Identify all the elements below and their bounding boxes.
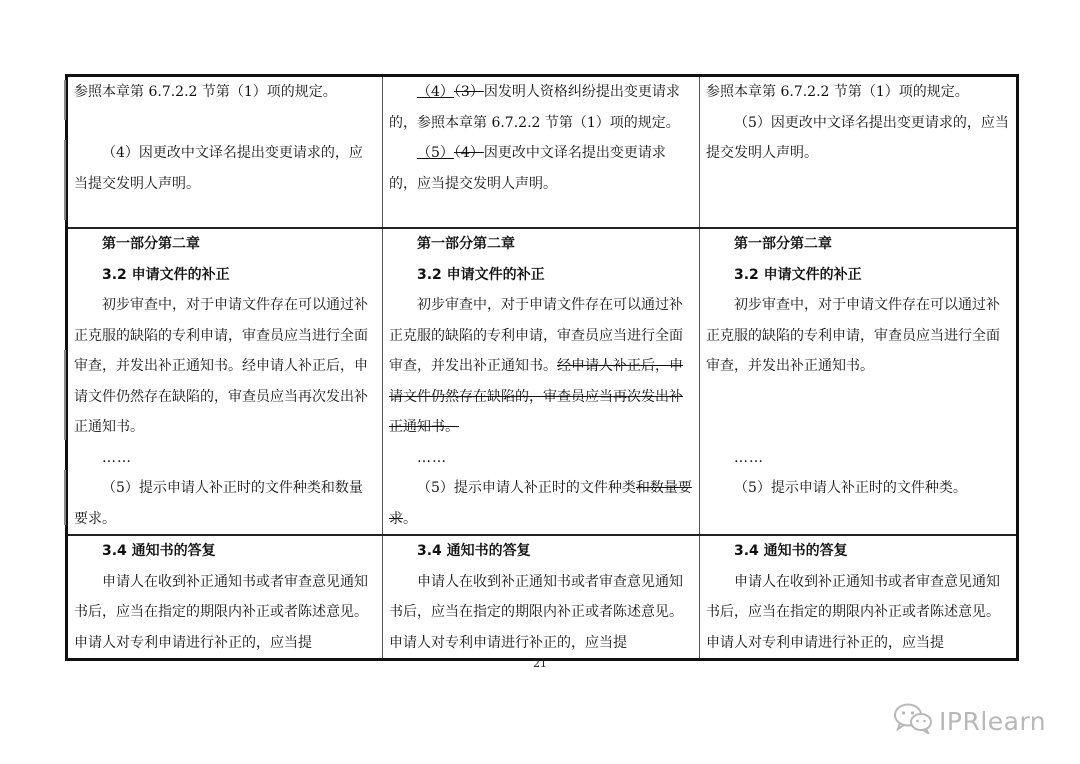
text-line: 参照本章第 6.7.2.2 节第（1）项的规定。	[74, 84, 337, 100]
change-bar	[64, 140, 66, 220]
inserted-text: （4）	[417, 84, 454, 100]
text-run: （5）提示申请人补正时的文件种类	[417, 480, 636, 496]
deleted-text: 和数量要求	[389, 480, 692, 527]
cell-markup	[383, 228, 700, 535]
table-row	[67, 76, 1018, 229]
section-heading: 3.4 通知书的答复	[734, 543, 848, 559]
wechat-icon	[893, 702, 933, 740]
deleted-text: 经申请人补正后，申请文件仍然存在缺陷的，审查员应当再次发出补正通知书。	[389, 358, 683, 435]
paragraph: （5）提示申请人补正时的文件种类。	[734, 480, 967, 496]
table-row	[67, 535, 1018, 660]
section-heading: 3.4 通知书的答复	[102, 543, 216, 559]
text-run: 初步审查中，对于申请文件存在可以通过补正克服的缺陷的专利申请，审查员应当进行全面审查，并发出补正通知书。	[389, 297, 683, 374]
cell-revised	[700, 76, 1018, 229]
change-bar	[64, 470, 66, 525]
cell-original	[67, 228, 383, 535]
paragraph: 申请人在收到补正通知书或者审查意见通知书后，应当在指定的期限内补正或者陈述意见。申请人对专利申请进行补正的，应当提	[74, 573, 368, 651]
ellipsis: ……	[734, 449, 764, 466]
paragraph: 初步审查中，对于申请文件存在可以通过补正克服的缺陷的专利申请，审查员应当进行全面审查，并发出补正通知书。经申请人补正后，申请文件仍然存在缺陷的，审查员应当再次发出补正通知书。	[74, 297, 368, 435]
paragraph: 申请人在收到补正通知书或者审查意见通知书后，应当在指定的期限内补正或者陈述意见。申请人对专利申请进行补正的，应当提	[706, 573, 1000, 651]
text-run: 。	[403, 510, 417, 527]
cell-revised	[700, 535, 1018, 660]
text-line: 参照本章第 6.7.2.2 节第（1）项的规定。	[706, 84, 969, 100]
change-bar	[64, 80, 66, 120]
paragraph	[389, 77, 693, 138]
chapter-heading: 第一部分第二章	[102, 236, 200, 252]
ellipsis: ……	[417, 449, 447, 466]
section-heading: 3.2 申请文件的补正	[417, 266, 545, 283]
section-heading: 3.2 申请文件的补正	[734, 266, 862, 283]
section-heading: 3.4 通知书的答复	[417, 543, 531, 559]
cell-original	[67, 535, 383, 660]
comparison-table	[65, 74, 1019, 661]
page-number: 21	[533, 657, 547, 670]
paragraph: （5）因更改中文译名提出变更请求的，应当提交发明人声明。	[706, 114, 1009, 161]
paragraph: （5）提示申请人补正时的文件种类和数量要求。	[74, 480, 363, 527]
paragraph: 初步审查中，对于申请文件存在可以通过补正克服的缺陷的专利申请，审查员应当进行全面审查，并发出补正通知书。	[706, 297, 1000, 374]
section-heading: 3.2 申请文件的补正	[102, 266, 230, 283]
text-run: 因更改中文译名提出变更请求的，应当提交发明人声明。	[389, 145, 666, 192]
paragraph	[389, 290, 693, 443]
deleted-text: （4）	[453, 145, 484, 161]
paragraph: （4）因更改中文译名提出变更请求的，应当提交发明人声明。	[74, 145, 363, 192]
cell-markup	[383, 535, 700, 660]
table-row	[67, 228, 1018, 535]
deleted-text: （3）	[453, 84, 484, 100]
inserted-text: （5）	[417, 145, 454, 161]
watermark-text: IPRlearn	[939, 706, 1047, 736]
cell-revised	[700, 228, 1018, 535]
ellipsis: ……	[102, 449, 132, 466]
chapter-heading: 第一部分第二章	[734, 236, 832, 252]
change-bar	[64, 350, 66, 440]
chapter-heading: 第一部分第二章	[417, 236, 515, 252]
paragraph	[389, 138, 693, 199]
watermark	[893, 702, 1046, 740]
cell-markup	[383, 76, 700, 229]
paragraph: 申请人在收到补正通知书或者审查意见通知书后，应当在指定的期限内补正或者陈述意见。申请人对专利申请进行补正的，应当提	[389, 573, 683, 651]
text-run: 因发明人资格纠纷提出变更请求的，参照本章第 6.7.2.2 节第（1）项的规定。	[389, 84, 680, 131]
paragraph	[389, 473, 693, 534]
cell-original	[67, 76, 383, 229]
